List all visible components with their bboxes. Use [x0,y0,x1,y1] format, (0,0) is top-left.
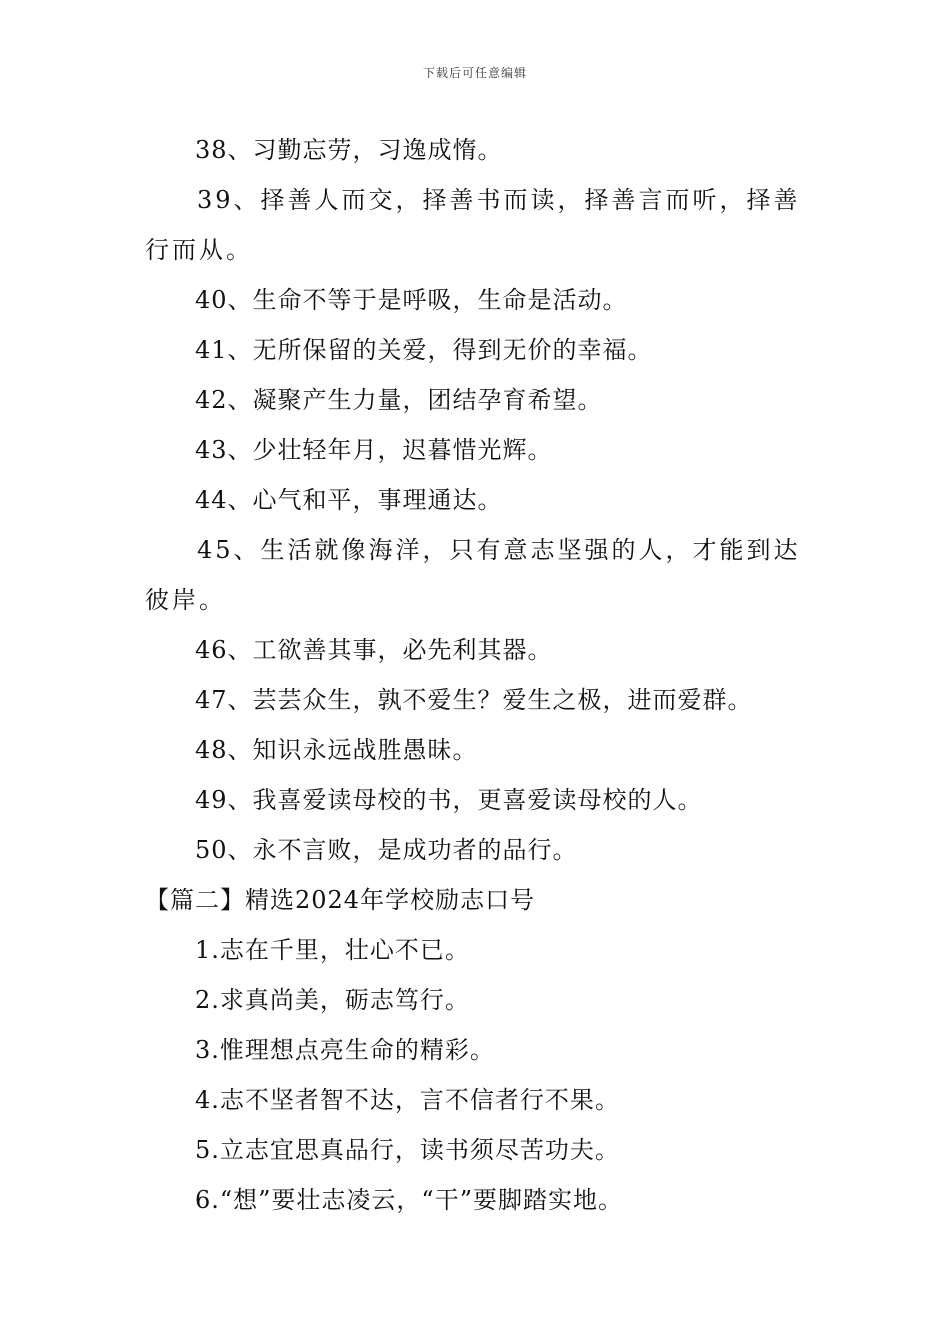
slogan-item: 5.立志宜思真品行，读书须尽苦功夫。 [195,1136,620,1164]
list-item: 48、知识永远战胜愚昧。 [195,736,478,764]
list-item: 41、无所保留的关爱，得到无价的幸福。 [195,336,653,364]
list-item: 38、习勤忘劳，习逸成惰。 [195,136,503,164]
section-heading: 【篇二】精选2024年学校励志口号 [145,886,536,914]
document-body [145,125,810,1225]
list-item: 49、我喜爱读母校的书，更喜爱读母校的人。 [195,786,703,814]
list-item: 44、心气和平，事理通达。 [195,486,503,514]
list-item: 50、永不言败，是成功者的品行。 [195,836,578,864]
page-header: 下载后可任意编辑 [422,66,527,80]
slogan-item: 6.“想”要壮志凌云，“干”要脚踏实地。 [195,1186,623,1214]
list-item: 45、生活就像海洋，只有意志坚强的人，才能到达彼岸。 [145,536,801,614]
list-item: 40、生命不等于是呼吸，生命是活动。 [195,286,628,314]
list-item: 42、凝聚产生力量，团结孕育希望。 [195,386,603,414]
slogan-item: 2.求真尚美，砺志笃行。 [195,986,470,1014]
slogan-item: 3.惟理想点亮生命的精彩。 [195,1036,495,1064]
list-item: 47、芸芸众生，孰不爱生？爱生之极，进而爱群。 [195,686,753,714]
list-item: 46、工欲善其事，必先利其器。 [195,636,553,664]
list-item: 43、少壮轻年月，迟暮惜光辉。 [195,436,553,464]
slogan-item: 4.志不坚者智不达，言不信者行不果。 [195,1086,620,1114]
slogan-item: 1.志在千里，壮心不已。 [195,936,470,964]
list-item: 39、择善人而交，择善书而读，择善言而听，择善行而从。 [145,186,801,264]
